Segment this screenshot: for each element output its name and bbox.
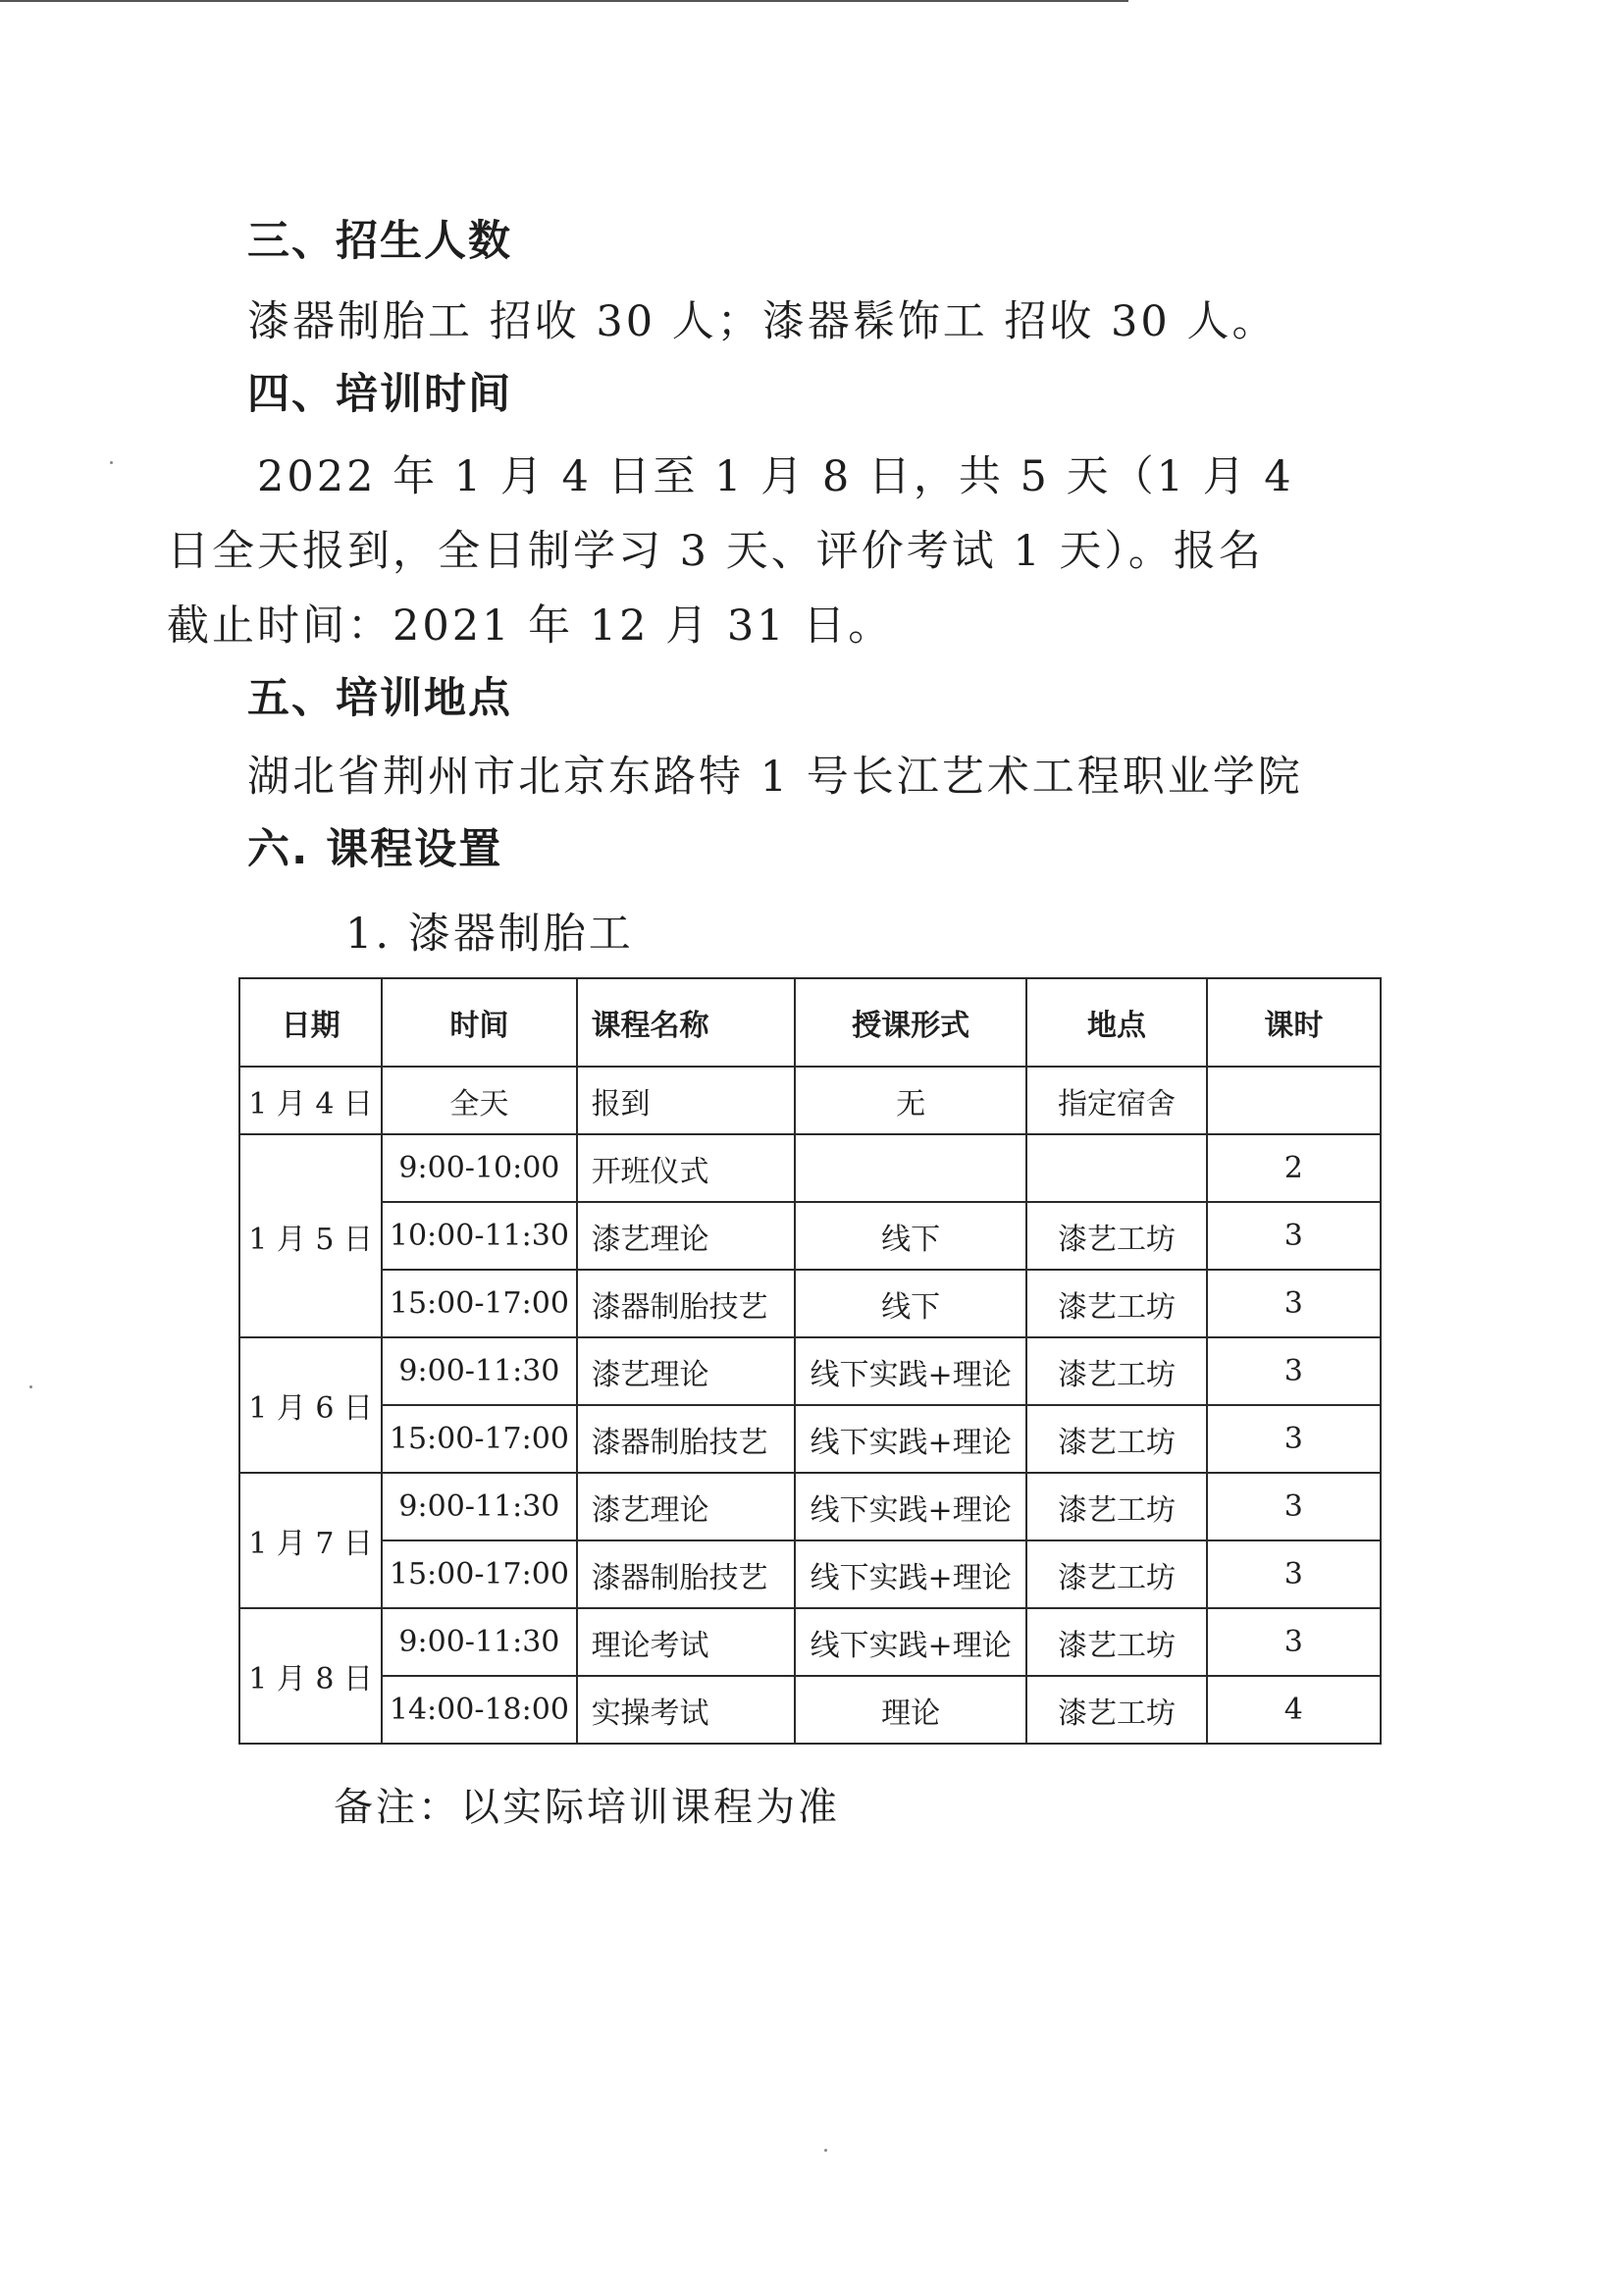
- time-cell: 10:00-11:30: [382, 1202, 576, 1270]
- time-cell: 15:00-17:00: [382, 1405, 576, 1473]
- scan-speck: [110, 461, 113, 464]
- table-row: [239, 1337, 1381, 1405]
- table-header-row: [239, 978, 1381, 1067]
- section-4-heading: 四、培训时间: [247, 370, 512, 419]
- date-cell: 1 月 7 日: [239, 1473, 382, 1608]
- hours-cell: 3: [1207, 1473, 1381, 1540]
- place-cell: 漆艺工坊: [1026, 1676, 1206, 1744]
- time-cell: 9:00-11:30: [382, 1608, 576, 1676]
- section-3-text: 漆器制胎工 招收 30 人；漆器髹饰工 招收 30 人。: [247, 297, 1278, 346]
- scan-speck: [824, 2149, 827, 2152]
- course-cell: 漆器制胎技艺: [577, 1540, 795, 1608]
- table-row: [239, 1270, 1381, 1337]
- hours-cell: 3: [1207, 1337, 1381, 1405]
- section-5-heading: 五、培训地点: [247, 674, 512, 723]
- mode-cell: 线下实践+理论: [795, 1405, 1026, 1473]
- mode-cell: 线下实践+理论: [795, 1608, 1026, 1676]
- footnote: 备注：以实际培训课程为准: [334, 1785, 840, 1830]
- header-mode: 授课形式: [795, 978, 1026, 1067]
- header-time: 时间: [382, 978, 576, 1067]
- mode-cell: 线下: [795, 1202, 1026, 1270]
- time-cell: 15:00-17:00: [382, 1270, 576, 1337]
- time-cell: 15:00-17:00: [382, 1540, 576, 1608]
- mode-cell: 无: [795, 1067, 1026, 1134]
- scan-speck: [29, 1385, 32, 1388]
- place-cell: 指定宿舍: [1026, 1067, 1206, 1134]
- section-5-text: 湖北省荆州市北京东路特 1 号长江艺术工程职业学院: [247, 753, 1303, 802]
- course-cell: 报到: [577, 1067, 795, 1134]
- table-row: [239, 1202, 1381, 1270]
- table-row: [239, 1608, 1381, 1676]
- time-cell: 9:00-10:00: [382, 1134, 576, 1202]
- table-row: [239, 1473, 1381, 1540]
- hours-cell: 3: [1207, 1608, 1381, 1676]
- section-6-heading: 六. 课程设置: [247, 825, 503, 874]
- hours-cell: [1207, 1067, 1381, 1134]
- mode-cell: 线下实践+理论: [795, 1337, 1026, 1405]
- header-date: 日期: [239, 978, 382, 1067]
- place-cell: 漆艺工坊: [1026, 1405, 1206, 1473]
- header-place: 地点: [1026, 978, 1206, 1067]
- course-subtitle: 1. 漆器制胎工: [345, 910, 634, 959]
- date-cell: 1 月 5 日: [239, 1134, 382, 1337]
- mode-cell: 理论: [795, 1676, 1026, 1744]
- place-cell: 漆艺工坊: [1026, 1608, 1206, 1676]
- time-cell: 14:00-18:00: [382, 1676, 576, 1744]
- table-row: [239, 1134, 1381, 1202]
- time-cell: 全天: [382, 1067, 576, 1134]
- course-schedule-table: [238, 977, 1382, 1745]
- header-course: 课程名称: [577, 978, 795, 1067]
- mode-cell: 线下实践+理论: [795, 1473, 1026, 1540]
- hours-cell: 3: [1207, 1405, 1381, 1473]
- course-cell: 漆艺理论: [577, 1473, 795, 1540]
- place-cell: 漆艺工坊: [1026, 1540, 1206, 1608]
- section-4-text: 2022 年 1 月 4 日至 1 月 8 日，共 5 天（1 月 4 日全天报到，全日制学习 3 天、评价考试 1 天）。报名截止时间：2021 年 12 月 31 日。: [167, 452, 1294, 651]
- place-cell: 漆艺工坊: [1026, 1270, 1206, 1337]
- hours-cell: 2: [1207, 1134, 1381, 1202]
- hours-cell: 3: [1207, 1540, 1381, 1608]
- course-cell: 漆艺理论: [577, 1337, 795, 1405]
- mode-cell: 线下: [795, 1270, 1026, 1337]
- table-row: [239, 1405, 1381, 1473]
- time-cell: 9:00-11:30: [382, 1337, 576, 1405]
- course-cell: 漆器制胎技艺: [577, 1270, 795, 1337]
- course-cell: 漆艺理论: [577, 1202, 795, 1270]
- place-cell: [1026, 1134, 1206, 1202]
- hours-cell: 3: [1207, 1270, 1381, 1337]
- course-cell: 漆器制胎技艺: [577, 1405, 795, 1473]
- course-cell: 理论考试: [577, 1608, 795, 1676]
- table-row: [239, 1540, 1381, 1608]
- date-cell: 1 月 8 日: [239, 1608, 382, 1744]
- hours-cell: 4: [1207, 1676, 1381, 1744]
- date-cell: 1 月 6 日: [239, 1337, 382, 1473]
- date-cell: 1 月 4 日: [239, 1067, 382, 1134]
- section-3-heading: 三、招生人数: [247, 217, 512, 266]
- time-cell: 9:00-11:30: [382, 1473, 576, 1540]
- scan-top-border: [0, 0, 1128, 2]
- mode-cell: 线下实践+理论: [795, 1540, 1026, 1608]
- place-cell: 漆艺工坊: [1026, 1337, 1206, 1405]
- course-cell: 实操考试: [577, 1676, 795, 1744]
- mode-cell: [795, 1134, 1026, 1202]
- table-row: [239, 1676, 1381, 1744]
- table-row: [239, 1067, 1381, 1134]
- place-cell: 漆艺工坊: [1026, 1473, 1206, 1540]
- place-cell: 漆艺工坊: [1026, 1202, 1206, 1270]
- hours-cell: 3: [1207, 1202, 1381, 1270]
- header-hours: 课时: [1207, 978, 1381, 1067]
- course-cell: 开班仪式: [577, 1134, 795, 1202]
